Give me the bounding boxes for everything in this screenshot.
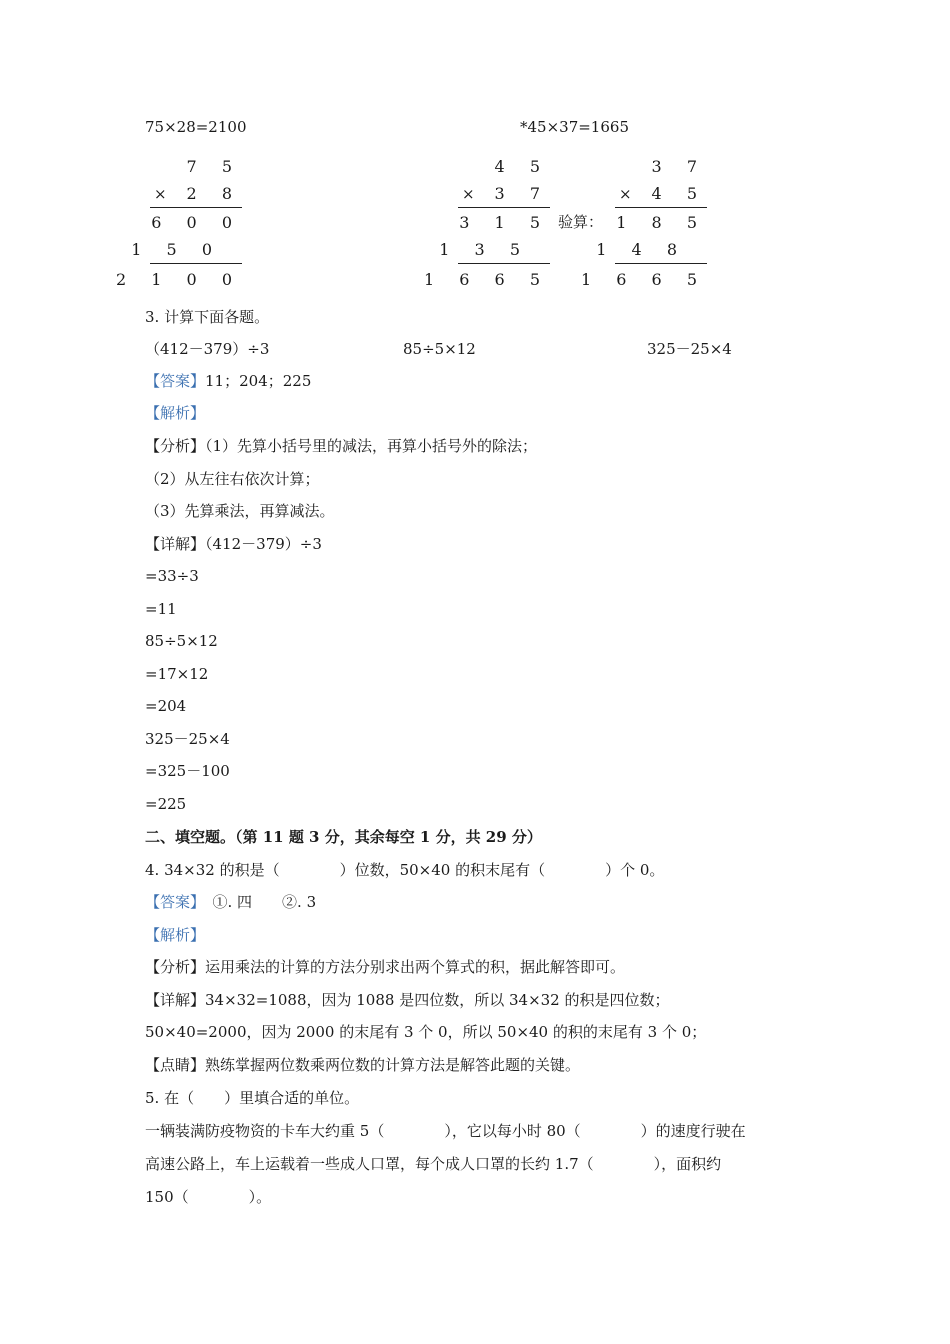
tip-tag: 【点睛】 xyxy=(145,1056,206,1074)
section-2-heading: 二、填空题。（第 11 题 3 分，其余每空 1 分，共 29 分） xyxy=(145,828,542,846)
question-4-tip xyxy=(145,1055,580,1075)
question-5-title: 5. 在（ ）里填合适的单位。 xyxy=(145,1089,360,1107)
question-5-line-2: 高速公路上，车上运载着一些成人口罩，每个成人口罩的长约 1.7（ ），面积约 xyxy=(145,1155,722,1173)
step: =325－100 xyxy=(145,762,230,780)
multiplicand: 3 7 xyxy=(651,157,707,176)
times-sign: × xyxy=(462,185,475,203)
vertical-calc-45x37 xyxy=(424,155,550,295)
question-3-detail xyxy=(145,534,322,554)
question-5-line-1: 一辆装满防疫物资的卡车大约重 5（ ），它以每小时 80（ ）的速度行驶在 xyxy=(145,1122,746,1140)
partial-product-2: 1 4 8 xyxy=(596,240,687,259)
question-3-expr-1: （412－379）÷3 xyxy=(145,340,270,358)
detail-tag: 【详解】 xyxy=(145,535,206,553)
divider-line xyxy=(615,263,707,264)
divider-line xyxy=(458,207,550,208)
divider-line xyxy=(150,263,242,264)
question-4-answer xyxy=(145,892,316,912)
product: 2 1 0 0 xyxy=(116,270,242,289)
question-4-analysis-tag: 【解析】 xyxy=(145,926,206,944)
answer-tag: 【答案】 xyxy=(145,893,198,911)
multiplicand: 7 5 xyxy=(186,157,242,176)
fenxi-text: 运用乘法的计算的方法分别求出两个算式的积，据此解答即可。 xyxy=(205,958,626,976)
step: =204 xyxy=(145,697,187,715)
product: 1 6 6 5 xyxy=(424,270,550,289)
step: 325－25×4 xyxy=(145,730,230,748)
detail-text: 34×32=1088，因为 1088 是四位数，所以 34×32 的积是四位数； xyxy=(205,991,670,1009)
times-sign: × xyxy=(619,185,632,203)
check-label: 验算： xyxy=(558,213,604,231)
question-3-expr-3: 325－25×4 xyxy=(647,340,732,358)
partial-product-1: 6 0 0 xyxy=(151,213,242,232)
detail-tag: 【详解】 xyxy=(145,991,206,1009)
partial-product-1: 1 8 5 xyxy=(616,213,707,232)
product: 1 6 6 5 xyxy=(581,270,707,289)
step: =11 xyxy=(145,600,177,618)
divider-line xyxy=(615,207,707,208)
multiplicand: 4 5 xyxy=(494,157,550,176)
question-4-fenxi xyxy=(145,957,625,977)
answer-tag: 【答案】 xyxy=(145,372,206,390)
partial-product-2: 1 5 0 xyxy=(131,240,222,259)
times-sign: × xyxy=(154,185,167,203)
answer-text: 11；204；225 xyxy=(205,372,312,390)
question-3-fenxi-3: （3）先算乘法，再算减法。 xyxy=(145,502,335,520)
question-4-text: 4. 34×32 的积是（ ）位数，50×40 的积末尾有（ ）个 0。 xyxy=(145,861,665,879)
detail-text: （412－379）÷3 xyxy=(205,535,322,553)
fenxi-tag: 【分析】 xyxy=(145,437,206,455)
question-4-detail xyxy=(145,990,670,1010)
step: 85÷5×12 xyxy=(145,632,218,650)
question-3-fenxi-2: （2）从左往右依次计算； xyxy=(145,470,320,488)
answer-text: ①. 四 ②. 3 xyxy=(197,893,317,911)
question-3-answer xyxy=(145,371,311,391)
question-3-title: 3. 计算下面各题。 xyxy=(145,308,270,326)
step: =33÷3 xyxy=(145,567,199,585)
fenxi-text: （1）先算小括号里的减法，再算小括号外的除法； xyxy=(205,437,538,455)
divider-line xyxy=(150,207,242,208)
multiplier: 3 7 xyxy=(494,184,550,203)
step: =17×12 xyxy=(145,665,209,683)
step: =225 xyxy=(145,795,187,813)
equation-75x28: 75×28=2100 xyxy=(145,118,247,136)
question-3-analysis-tag: 【解析】 xyxy=(145,404,206,422)
tip-text: 熟练掌握两位数乘两位数的计算方法是解答此题的关键。 xyxy=(205,1056,581,1074)
multiplier: 4 5 xyxy=(651,184,707,203)
vertical-calc-75x28 xyxy=(116,155,242,295)
partial-product-2: 1 3 5 xyxy=(439,240,530,259)
fenxi-tag: 【分析】 xyxy=(145,958,206,976)
multiplier: 2 8 xyxy=(186,184,242,203)
question-3-expr-2: 85÷5×12 xyxy=(403,340,476,358)
question-3-fenxi xyxy=(145,436,537,456)
partial-product-1: 3 1 5 xyxy=(459,213,550,232)
question-5-line-3: 150（ ）。 xyxy=(145,1188,272,1206)
equation-45x37: *45×37=1665 xyxy=(520,118,629,136)
question-4-detail-2: 50×40=2000，因为 2000 的末尾有 3 个 0，所以 50×40 的积的末尾有 3 个 0； xyxy=(145,1023,707,1041)
divider-line xyxy=(458,263,550,264)
